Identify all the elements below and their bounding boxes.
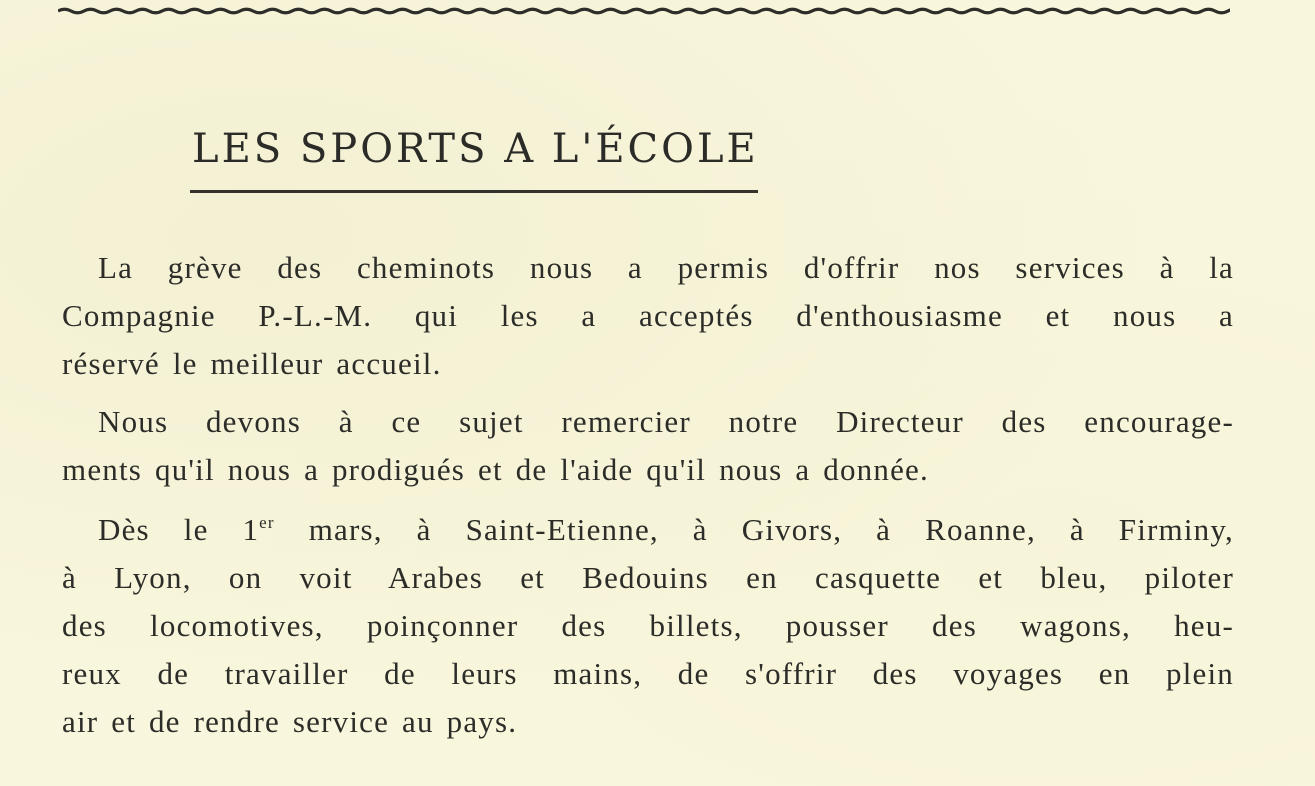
paragraph-1 — [62, 244, 1234, 388]
text-run: Dès le 1 — [98, 512, 260, 547]
text-line: air et de rendre service au pays. — [62, 704, 518, 739]
text-line: Compagnie P.-L.-M. qui les a acceptés d'enthousiasme et nous a — [62, 298, 1234, 333]
text-line: des locomotives, poinçonner des billets, pousser des wagons, heu- — [62, 608, 1234, 643]
paragraph-2 — [62, 398, 1234, 494]
text-line: ments qu'il nous a prodigués et de l'aide qu'il nous a donnée. — [62, 452, 929, 487]
text-line: reux de travailler de leurs mains, de s'offrir des voyages en plein — [62, 656, 1234, 691]
title-underline — [190, 190, 758, 193]
superscript: er — [259, 513, 275, 532]
text-line: La grève des cheminots nous a permis d'offrir nos services à la — [98, 250, 1234, 285]
paragraph-3 — [62, 506, 1234, 746]
text-line — [62, 506, 1234, 554]
article-title: LES SPORTS A L'ÉCOLE — [192, 126, 759, 172]
text-line: à Lyon, on voit Arabes et Bedouins en casquette et bleu, piloter — [62, 560, 1234, 595]
text-run: mars, à Saint-Etienne, à Givors, à Roanne, à Firminy, — [274, 512, 1235, 547]
text-line: réservé le meilleur accueil. — [62, 346, 442, 381]
wavy-ornamental-rule — [58, 2, 1230, 20]
text-line: Nous devons à ce sujet remercier notre Directeur des encourage- — [98, 404, 1234, 439]
